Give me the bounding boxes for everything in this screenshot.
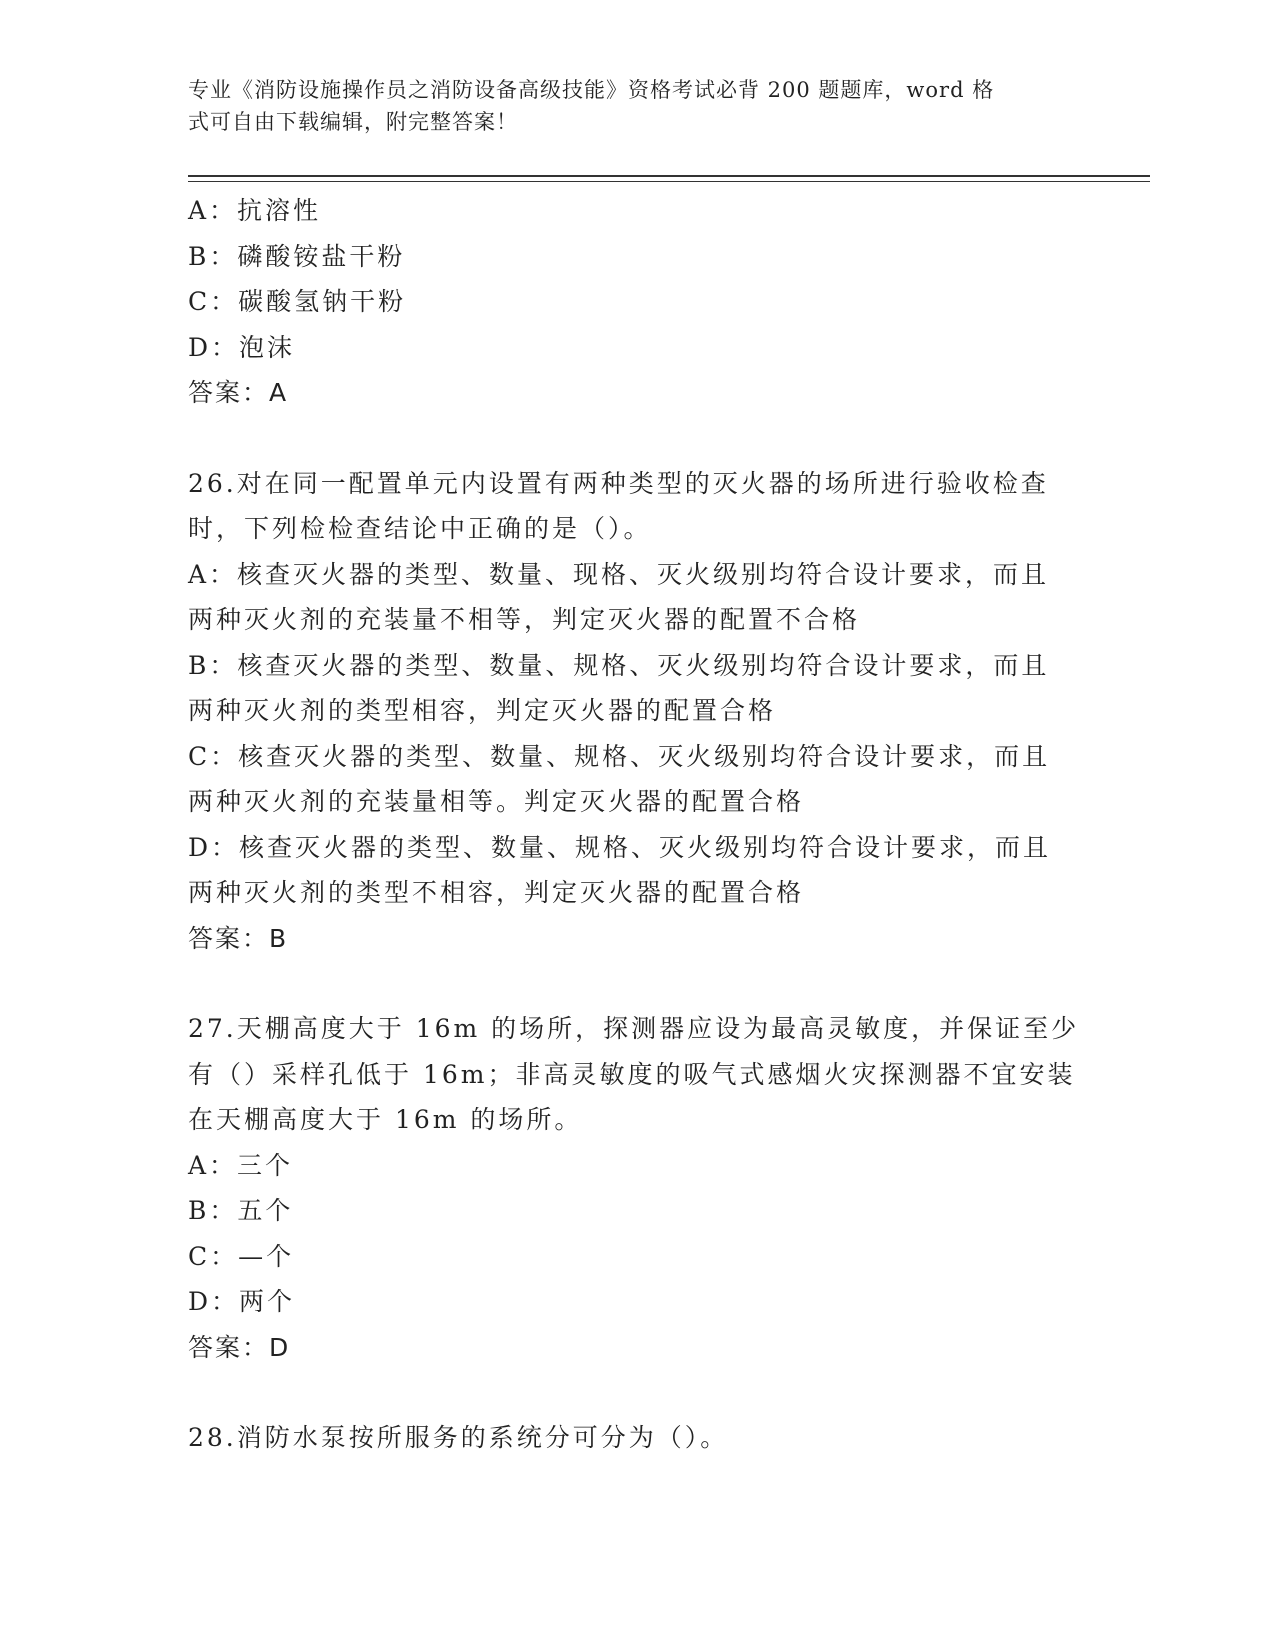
question-27 [188, 1006, 1088, 1370]
q26-option-b-line-2: 两种灭火剂的类型相容，判定灭火器的配置合格 [188, 696, 777, 725]
q26-option-c-line-2: 两种灭火剂的充装量相等。判定灭火器的配置合格 [188, 787, 805, 816]
q26-answer: 答案：B [188, 923, 289, 953]
q25-option-a: A：抗溶性 [188, 196, 322, 225]
q27-option-c: C：—个 [188, 1241, 295, 1271]
q27-option-a: A：三个 [188, 1150, 294, 1180]
q25-answer: 答案：A [188, 378, 289, 407]
q27-option-d: D：两个 [188, 1287, 296, 1316]
q26-stem-line-1: 26.对在同一配置单元内设置有两种类型的灭火器的场所进行验收检查 [188, 468, 1049, 498]
question-26 [188, 461, 1088, 962]
header-line-1: 专业《消防设施操作员之消防设备高级技能》资格考试必背 200 题题库，word 格 [188, 78, 995, 102]
q26-option-a-line-1: A：核查灭火器的类型、数量、现格、灭火级别均符合设计要求，而且 [188, 559, 1050, 589]
q27-stem-line-3: 在天棚高度大于 16m 的场所。 [188, 1105, 583, 1134]
header-divider-thin [188, 181, 1150, 182]
q27-stem-line-1: 27.天棚高度大于 16m 的场所，探测器应设为最高灵敏度，并保证至少 [188, 1014, 1080, 1043]
question-25 [188, 188, 1088, 416]
q27-answer: 答案：D [188, 1332, 291, 1362]
document-header [188, 74, 1068, 138]
q26-option-d-line-2: 两种灭火剂的类型不相容，判定灭火器的配置合格 [188, 878, 805, 907]
spacer [188, 1370, 1088, 1415]
q26-option-b-line-1: B：核查灭火器的类型、数量、规格、灭火级别均符合设计要求，而且 [188, 650, 1050, 680]
q27-option-b: B：五个 [188, 1196, 294, 1225]
q25-option-b: B：磷酸铵盐干粉 [188, 241, 406, 271]
question-body [188, 188, 1088, 1461]
header-divider-thick [188, 175, 1150, 177]
q27-stem-line-2: 有（）采样孔低于 16m；非高灵敏度的吸气式感烟火灾探测器不宜安装 [188, 1059, 1076, 1089]
header-line-2: 式可自由下载编辑，附完整答案！ [188, 110, 518, 134]
q28-stem-line-1: 28.消防水泵按所服务的系统分可分为（）。 [188, 1423, 729, 1452]
q26-option-c-line-1: C：核查灭火器的类型、数量、规格、灭火级别均符合设计要求，而且 [188, 741, 1051, 771]
q25-option-d: D：泡沫 [188, 332, 296, 362]
spacer [188, 416, 1088, 461]
question-28 [188, 1415, 1088, 1461]
q26-stem-line-2: 时，下列检检查结论中正确的是（）。 [188, 514, 652, 543]
spacer [188, 961, 1088, 1006]
q26-option-a-line-2: 两种灭火剂的充装量不相等，判定灭火器的配置不合格 [188, 605, 861, 634]
q25-option-c: C：碳酸氢钠干粉 [188, 287, 407, 316]
q26-option-d-line-1: D：核查灭火器的类型、数量、规格、灭火级别均符合设计要求，而且 [188, 832, 1052, 862]
